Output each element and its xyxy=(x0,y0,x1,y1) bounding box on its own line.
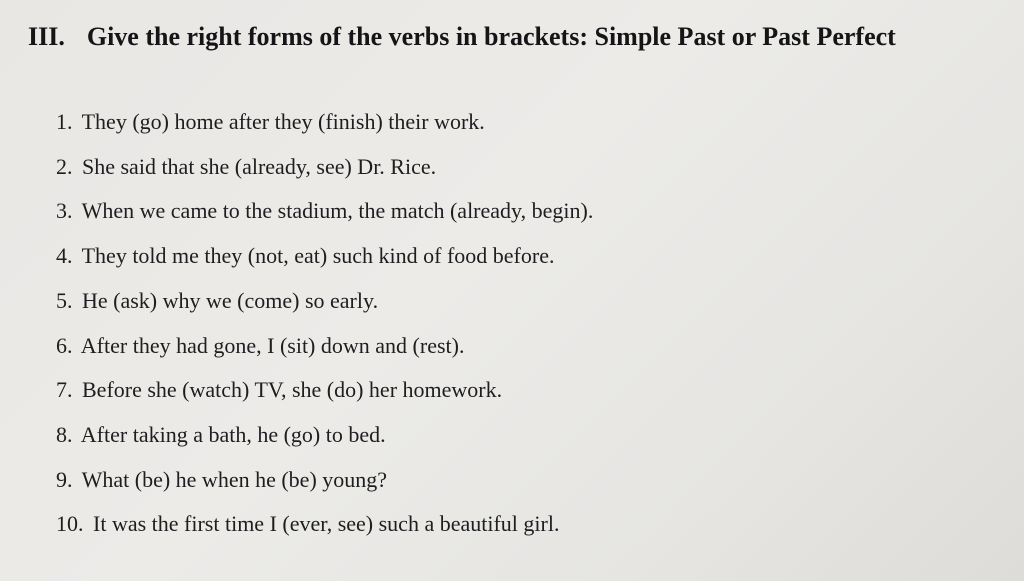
exercise-item xyxy=(56,279,593,324)
exercise-item xyxy=(56,458,593,503)
item-number: 5. xyxy=(56,287,73,313)
item-number: 3. xyxy=(56,198,73,224)
item-text: It was the first time I (ever, see) such a beautiful girl. xyxy=(93,511,560,537)
item-text: They told me they (not, eat) such kind of food before. xyxy=(81,243,555,269)
exercise-item xyxy=(56,324,593,369)
item-text: Before she (watch) TV, she (do) her homework. xyxy=(82,377,503,403)
exercise-item xyxy=(56,502,593,547)
exercise-item xyxy=(56,100,593,145)
item-number: 2. xyxy=(56,153,73,179)
exercise-item xyxy=(56,413,593,458)
exercise-list xyxy=(56,100,593,547)
exercise-item xyxy=(56,234,593,279)
item-text: What (be) he when he (be) young? xyxy=(81,466,388,492)
item-text: She said that she (already, see) Dr. Rice. xyxy=(82,153,437,179)
item-number: 4. xyxy=(56,243,73,269)
exercise-heading xyxy=(28,22,896,52)
item-number: 7. xyxy=(56,377,73,403)
item-number: 9. xyxy=(56,466,73,492)
exercise-item xyxy=(56,189,593,234)
exercise-instruction: Give the right forms of the verbs in brackets: Simple Past or Past Perfect xyxy=(86,22,896,51)
item-text: When we came to the stadium, the match (already, begin). xyxy=(81,198,594,224)
exercise-item xyxy=(56,145,593,190)
item-text: After they had gone, I (sit) down and (rest). xyxy=(80,332,465,358)
exercise-number: III. xyxy=(28,22,65,51)
item-text: He (ask) why we (come) so early. xyxy=(82,287,379,313)
item-number: 10. xyxy=(56,511,84,537)
item-number: 8. xyxy=(56,421,73,447)
item-text: They (go) home after they (finish) their work. xyxy=(81,109,485,134)
item-number: 6. xyxy=(56,332,73,358)
item-text: After taking a bath, he (go) to bed. xyxy=(80,421,386,447)
exercise-item xyxy=(56,368,593,413)
item-number: 1. xyxy=(56,109,73,134)
